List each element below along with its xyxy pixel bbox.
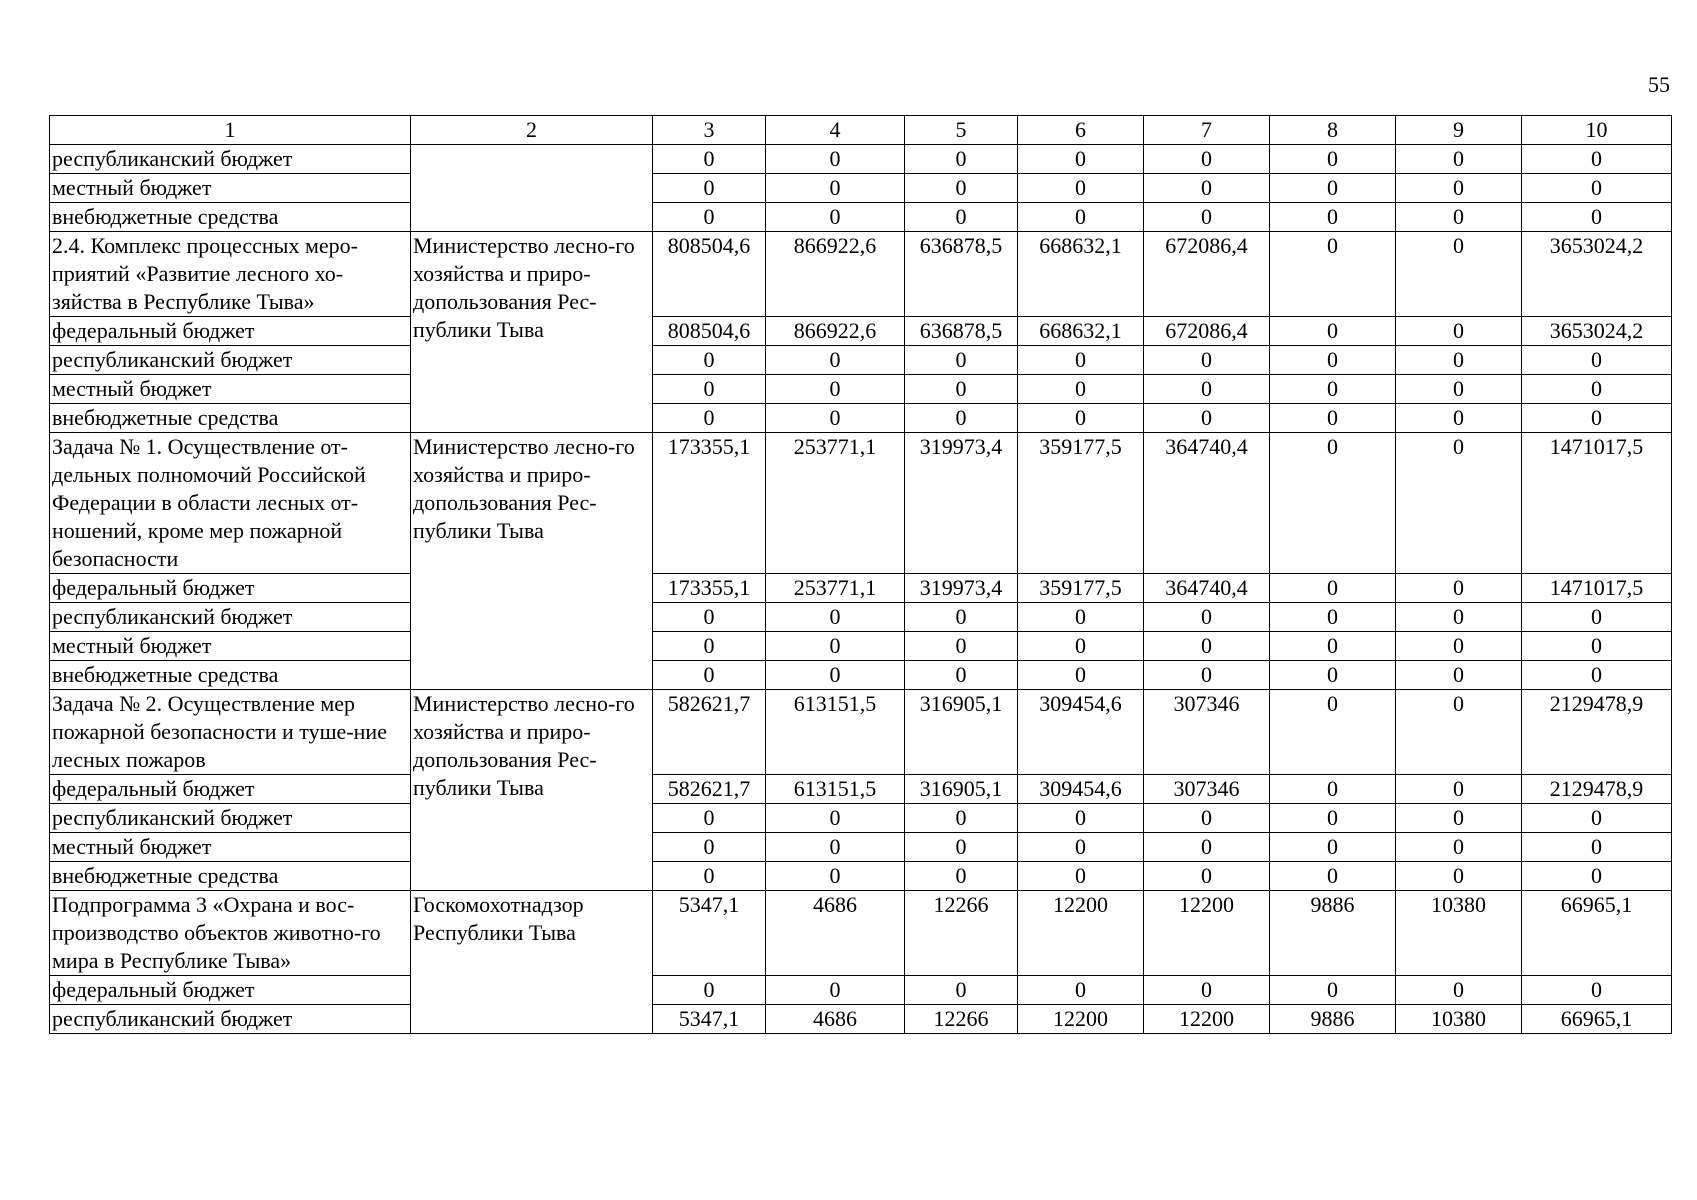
- table-row: [50, 574, 1672, 603]
- table-row: [50, 404, 1672, 433]
- value-cell: 3653024,2: [1522, 317, 1672, 346]
- row-name-cell: Подпрограмма 3 «Охрана и вос-производство объектов животно-го мира в Республике Тыва»: [50, 891, 411, 976]
- table-row: [50, 433, 1672, 574]
- value-cell: 0: [1396, 203, 1522, 232]
- value-cell: 0: [1270, 833, 1396, 862]
- table-row: [50, 775, 1672, 804]
- value-cell: 0: [653, 804, 766, 833]
- value-cell: 0: [1396, 632, 1522, 661]
- value-cell: 866922,6: [766, 232, 905, 317]
- value-cell: 253771,1: [766, 574, 905, 603]
- value-cell: 0: [1270, 775, 1396, 804]
- row-name-cell: республиканский бюджет: [50, 603, 411, 632]
- value-cell: 12200: [1144, 891, 1270, 976]
- value-cell: 0: [1522, 661, 1672, 690]
- value-cell: 0: [1018, 862, 1144, 891]
- value-cell: 0: [1144, 862, 1270, 891]
- value-cell: 0: [1396, 976, 1522, 1005]
- value-cell: 0: [1270, 862, 1396, 891]
- value-cell: 0: [1396, 145, 1522, 174]
- value-cell: 0: [1018, 375, 1144, 404]
- page-number: 55: [1648, 72, 1670, 97]
- value-cell: 173355,1: [653, 433, 766, 574]
- value-cell: 672086,4: [1144, 317, 1270, 346]
- value-cell: 0: [905, 346, 1018, 375]
- value-cell: 808504,6: [653, 317, 766, 346]
- value-cell: 0: [1270, 317, 1396, 346]
- header-cell: 2: [411, 116, 653, 145]
- row-name-cell: республиканский бюджет: [50, 804, 411, 833]
- value-cell: 2129478,9: [1522, 775, 1672, 804]
- value-cell: 0: [1396, 804, 1522, 833]
- executor-cell: Министерство лесно-го хозяйства и приро-допользования Рес-публики Тыва: [411, 433, 653, 690]
- value-cell: 0: [766, 862, 905, 891]
- header-cell: 8: [1270, 116, 1396, 145]
- value-cell: 10380: [1396, 891, 1522, 976]
- value-cell: 0: [905, 174, 1018, 203]
- table-row: [50, 804, 1672, 833]
- value-cell: 0: [766, 404, 905, 433]
- value-cell: 0: [905, 145, 1018, 174]
- value-cell: 0: [766, 804, 905, 833]
- value-cell: 0: [1018, 833, 1144, 862]
- value-cell: 1471017,5: [1522, 574, 1672, 603]
- value-cell: 0: [1144, 404, 1270, 433]
- value-cell: 0: [1270, 145, 1396, 174]
- value-cell: 0: [1018, 976, 1144, 1005]
- value-cell: 10380: [1396, 1005, 1522, 1034]
- row-name-cell: местный бюджет: [50, 174, 411, 203]
- value-cell: 12266: [905, 891, 1018, 976]
- value-cell: 0: [1522, 346, 1672, 375]
- value-cell: 0: [766, 375, 905, 404]
- header-cell: 7: [1144, 116, 1270, 145]
- value-cell: 636878,5: [905, 232, 1018, 317]
- value-cell: 672086,4: [1144, 232, 1270, 317]
- value-cell: 0: [653, 603, 766, 632]
- row-name-cell: внебюджетные средства: [50, 404, 411, 433]
- value-cell: 0: [1396, 661, 1522, 690]
- table-row: [50, 203, 1672, 232]
- value-cell: 0: [1018, 661, 1144, 690]
- value-cell: 0: [1144, 632, 1270, 661]
- value-cell: 319973,4: [905, 433, 1018, 574]
- value-cell: 0: [1270, 804, 1396, 833]
- value-cell: 0: [1270, 690, 1396, 775]
- value-cell: 582621,7: [653, 690, 766, 775]
- header-cell: 3: [653, 116, 766, 145]
- value-cell: 1471017,5: [1522, 433, 1672, 574]
- value-cell: 0: [1144, 804, 1270, 833]
- value-cell: 866922,6: [766, 317, 905, 346]
- value-cell: 253771,1: [766, 433, 905, 574]
- value-cell: 364740,4: [1144, 433, 1270, 574]
- value-cell: 582621,7: [653, 775, 766, 804]
- table-row: [50, 317, 1672, 346]
- value-cell: 0: [1144, 174, 1270, 203]
- value-cell: 613151,5: [766, 775, 905, 804]
- value-cell: 0: [653, 632, 766, 661]
- value-cell: 0: [653, 174, 766, 203]
- row-name-cell: федеральный бюджет: [50, 775, 411, 804]
- header-cell: 5: [905, 116, 1018, 145]
- table-row: [50, 690, 1672, 775]
- value-cell: 0: [1270, 603, 1396, 632]
- row-name-cell: местный бюджет: [50, 632, 411, 661]
- value-cell: 0: [1270, 203, 1396, 232]
- row-name-cell: Задача № 2. Осуществление мер пожарной безопасности и туше-ние лесных пожаров: [50, 690, 411, 775]
- value-cell: 0: [1396, 404, 1522, 433]
- value-cell: 3653024,2: [1522, 232, 1672, 317]
- value-cell: 0: [1018, 346, 1144, 375]
- row-name-cell: местный бюджет: [50, 375, 411, 404]
- value-cell: 359177,5: [1018, 433, 1144, 574]
- value-cell: 613151,5: [766, 690, 905, 775]
- table-row: [50, 891, 1672, 976]
- value-cell: 0: [1396, 433, 1522, 574]
- table-row: [50, 174, 1672, 203]
- value-cell: 0: [1144, 603, 1270, 632]
- value-cell: 0: [766, 346, 905, 375]
- value-cell: 0: [1018, 203, 1144, 232]
- table-row: [50, 375, 1672, 404]
- row-name-cell: 2.4. Комплекс процессных меро-приятий «Развитие лесного хо-зяйства в Республике Тыва»: [50, 232, 411, 317]
- value-cell: 0: [905, 404, 1018, 433]
- value-cell: 0: [1396, 603, 1522, 632]
- value-cell: 0: [1396, 317, 1522, 346]
- table-row: [50, 232, 1672, 317]
- value-cell: 0: [1396, 232, 1522, 317]
- value-cell: 0: [653, 203, 766, 232]
- table-row: [50, 833, 1672, 862]
- value-cell: 0: [653, 375, 766, 404]
- value-cell: 0: [1018, 632, 1144, 661]
- value-cell: 0: [1270, 574, 1396, 603]
- table-row: [50, 346, 1672, 375]
- row-name-cell: федеральный бюджет: [50, 976, 411, 1005]
- value-cell: 5347,1: [653, 891, 766, 976]
- value-cell: 9886: [1270, 891, 1396, 976]
- header-row: [50, 116, 1672, 145]
- table-row: [50, 862, 1672, 891]
- value-cell: 0: [1396, 174, 1522, 203]
- row-name-cell: республиканский бюджет: [50, 1005, 411, 1034]
- value-cell: 0: [1270, 404, 1396, 433]
- value-cell: 0: [1144, 203, 1270, 232]
- header-cell: 4: [766, 116, 905, 145]
- value-cell: 0: [1396, 574, 1522, 603]
- table-row: [50, 632, 1672, 661]
- value-cell: 0: [766, 976, 905, 1005]
- value-cell: 0: [1270, 632, 1396, 661]
- value-cell: 0: [1396, 833, 1522, 862]
- value-cell: 636878,5: [905, 317, 1018, 346]
- value-cell: 0: [1144, 833, 1270, 862]
- row-name-cell: республиканский бюджет: [50, 346, 411, 375]
- table-row: [50, 976, 1672, 1005]
- value-cell: 0: [1270, 375, 1396, 404]
- executor-cell: Министерство лесно-го хозяйства и приро-допользования Рес-публики Тыва: [411, 690, 653, 891]
- value-cell: 0: [653, 976, 766, 1005]
- value-cell: 0: [1144, 346, 1270, 375]
- value-cell: 309454,6: [1018, 690, 1144, 775]
- row-name-cell: внебюджетные средства: [50, 661, 411, 690]
- value-cell: 668632,1: [1018, 232, 1144, 317]
- header-cell: 6: [1018, 116, 1144, 145]
- value-cell: 4686: [766, 1005, 905, 1034]
- value-cell: 0: [766, 661, 905, 690]
- value-cell: 0: [905, 375, 1018, 404]
- value-cell: 0: [1018, 804, 1144, 833]
- value-cell: 66965,1: [1522, 891, 1672, 976]
- value-cell: 0: [653, 833, 766, 862]
- value-cell: 0: [1522, 976, 1672, 1005]
- executor-cell: Госкомохотнадзор Республики Тыва: [411, 891, 653, 1034]
- value-cell: 0: [1270, 433, 1396, 574]
- value-cell: 0: [1144, 145, 1270, 174]
- value-cell: 0: [1396, 862, 1522, 891]
- value-cell: 0: [1396, 375, 1522, 404]
- row-name-cell: внебюджетные средства: [50, 862, 411, 891]
- value-cell: 66965,1: [1522, 1005, 1672, 1034]
- value-cell: 307346: [1144, 775, 1270, 804]
- value-cell: 0: [905, 632, 1018, 661]
- table-row: [50, 145, 1672, 174]
- value-cell: 0: [653, 862, 766, 891]
- value-cell: 9886: [1270, 1005, 1396, 1034]
- value-cell: 0: [1522, 862, 1672, 891]
- value-cell: 0: [1144, 375, 1270, 404]
- value-cell: 0: [653, 661, 766, 690]
- row-name-cell: Задача № 1. Осуществление от-дельных полномочий Российской Федерации в области лесных от-ношений, кроме мер пожарной безопасности: [50, 433, 411, 574]
- value-cell: 0: [905, 833, 1018, 862]
- value-cell: 0: [1270, 976, 1396, 1005]
- value-cell: 12200: [1018, 1005, 1144, 1034]
- value-cell: 0: [1270, 232, 1396, 317]
- value-cell: 0: [1018, 603, 1144, 632]
- value-cell: 0: [1144, 661, 1270, 690]
- value-cell: 0: [905, 203, 1018, 232]
- value-cell: 12200: [1144, 1005, 1270, 1034]
- row-name-cell: внебюджетные средства: [50, 203, 411, 232]
- row-name-cell: республиканский бюджет: [50, 145, 411, 174]
- value-cell: 0: [905, 976, 1018, 1005]
- value-cell: 0: [1522, 375, 1672, 404]
- value-cell: 0: [1396, 690, 1522, 775]
- value-cell: 0: [766, 603, 905, 632]
- value-cell: 0: [1522, 632, 1672, 661]
- value-cell: 0: [905, 603, 1018, 632]
- value-cell: 316905,1: [905, 775, 1018, 804]
- value-cell: 0: [1270, 174, 1396, 203]
- executor-cell: Министерство лесно-го хозяйства и приро-допользования Рес-публики Тыва: [411, 232, 653, 433]
- value-cell: 0: [653, 404, 766, 433]
- value-cell: 0: [905, 862, 1018, 891]
- budget-table: [49, 115, 1672, 1034]
- header-cell: 1: [50, 116, 411, 145]
- row-name-cell: федеральный бюджет: [50, 574, 411, 603]
- value-cell: 808504,6: [653, 232, 766, 317]
- value-cell: 0: [1018, 174, 1144, 203]
- value-cell: 359177,5: [1018, 574, 1144, 603]
- value-cell: 0: [1396, 775, 1522, 804]
- value-cell: 309454,6: [1018, 775, 1144, 804]
- executor-cell: [411, 145, 653, 232]
- value-cell: 0: [766, 145, 905, 174]
- table-body: [50, 116, 1672, 1034]
- value-cell: 364740,4: [1144, 574, 1270, 603]
- value-cell: 668632,1: [1018, 317, 1144, 346]
- value-cell: 2129478,9: [1522, 690, 1672, 775]
- value-cell: 0: [1396, 346, 1522, 375]
- value-cell: 0: [766, 833, 905, 862]
- value-cell: 12266: [905, 1005, 1018, 1034]
- value-cell: 319973,4: [905, 574, 1018, 603]
- value-cell: 0: [766, 203, 905, 232]
- value-cell: 0: [1522, 603, 1672, 632]
- value-cell: 4686: [766, 891, 905, 976]
- header-cell: 10: [1522, 116, 1672, 145]
- value-cell: 0: [1018, 404, 1144, 433]
- value-cell: 0: [905, 661, 1018, 690]
- value-cell: 0: [1522, 145, 1672, 174]
- value-cell: 307346: [1144, 690, 1270, 775]
- value-cell: 0: [766, 174, 905, 203]
- value-cell: 0: [1270, 661, 1396, 690]
- value-cell: 0: [905, 804, 1018, 833]
- value-cell: 0: [1522, 804, 1672, 833]
- row-name-cell: федеральный бюджет: [50, 317, 411, 346]
- value-cell: 5347,1: [653, 1005, 766, 1034]
- table-row: [50, 603, 1672, 632]
- row-name-cell: местный бюджет: [50, 833, 411, 862]
- value-cell: 0: [1270, 346, 1396, 375]
- value-cell: 173355,1: [653, 574, 766, 603]
- value-cell: 0: [653, 346, 766, 375]
- value-cell: 0: [766, 632, 905, 661]
- value-cell: 0: [1522, 203, 1672, 232]
- value-cell: 0: [1522, 404, 1672, 433]
- value-cell: 0: [1144, 976, 1270, 1005]
- value-cell: 0: [1522, 174, 1672, 203]
- table-row: [50, 1005, 1672, 1034]
- value-cell: 12200: [1018, 891, 1144, 976]
- value-cell: 0: [653, 145, 766, 174]
- header-cell: 9: [1396, 116, 1522, 145]
- table-row: [50, 661, 1672, 690]
- value-cell: 316905,1: [905, 690, 1018, 775]
- value-cell: 0: [1018, 145, 1144, 174]
- value-cell: 0: [1522, 833, 1672, 862]
